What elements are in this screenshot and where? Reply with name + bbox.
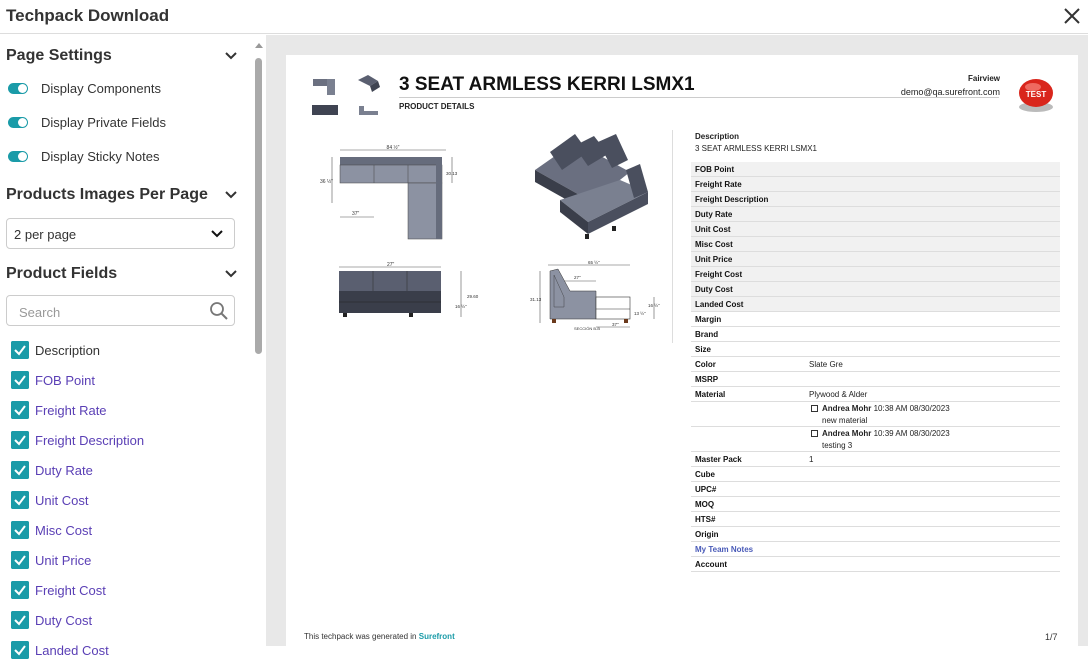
checkbox-checked-icon[interactable] [11,341,29,359]
detail-row [691,252,1060,267]
detail-row [691,267,1060,282]
iso-view-drawing [530,130,650,245]
field-label: FOB Point [35,373,95,388]
detail-label: Freight Cost [695,270,743,279]
note-header [822,429,950,438]
field-checkbox-row[interactable] [11,370,241,390]
thumbnail-iso-view [356,72,382,94]
toggle-display-sticky-notes[interactable] [8,148,238,168]
footer-text [304,632,455,641]
select-value: 2 per page [14,227,77,242]
svg-text:36 ½": 36 ½" [320,179,333,185]
toggle-display-components[interactable] [8,80,238,100]
checkbox-checked-icon[interactable] [11,491,29,509]
field-label: Unit Cost [35,493,89,508]
note-icon [811,405,818,412]
note-text: testing 3 [822,441,853,450]
detail-row [691,297,1060,312]
checkbox-checked-icon[interactable] [11,521,29,539]
title-divider [399,97,999,98]
svg-text:37": 37" [352,211,360,217]
page-settings-header[interactable] [6,45,238,69]
note-time: 10:39 AM 08/30/2023 [873,429,950,438]
detail-row [691,512,1060,527]
svg-text:16 ½": 16 ½" [648,303,660,308]
field-checkbox-row[interactable] [11,550,241,570]
company-email: demo@qa.surefront.com [900,87,1000,97]
detail-row [691,192,1060,207]
checkbox-checked-icon[interactable] [11,581,29,599]
checkbox-checked-icon[interactable] [11,461,29,479]
front-view-drawing [325,262,485,322]
field-label: Freight Cost [35,583,106,598]
dialog-title: Techpack Download [6,6,170,25]
sidebar-scrollbar[interactable] [252,35,266,646]
detail-label: Account [695,560,727,569]
detail-label: FOB Point [695,165,735,174]
detail-label: Size [695,345,712,354]
toggle-label: Display Components [41,81,161,96]
detail-label: UPC# [695,485,717,494]
detail-row [691,327,1060,342]
detail-label: Misc Cost [695,240,733,249]
detail-row [691,342,1060,357]
svg-text:SECCIÓN B-B: SECCIÓN B-B [574,326,601,331]
badge-text: TEST [1025,90,1047,99]
detail-row [691,282,1060,297]
detail-label: Margin [695,315,722,324]
detail-row [691,162,1060,177]
svg-text:13 ½": 13 ½" [634,311,646,316]
toggle-display-private-fields[interactable] [8,114,238,134]
detail-row [691,207,1060,222]
field-checkbox-row[interactable] [11,430,241,450]
images-per-page-select[interactable] [6,218,235,249]
svg-text:27": 27" [574,275,581,280]
detail-label: Origin [695,530,719,539]
close-icon[interactable] [1062,6,1082,26]
product-title: 3 SEAT ARMLESS KERRI LSMX1 [399,74,695,95]
toggle-switch[interactable] [8,151,28,162]
product-fields-label: Product Fields [6,265,118,282]
svg-text:30.13: 30.13 [446,171,458,176]
dialog-header [0,0,1088,34]
field-label: Duty Rate [35,463,93,478]
page-number: 1/7 [1045,632,1058,642]
description-value: 3 SEAT ARMLESS KERRI LSMX1 [695,144,817,153]
footer-generated-text: This techpack was generated in [304,632,419,641]
page-settings-label: Page Settings [6,47,112,64]
detail-label[interactable]: My Team Notes [695,545,754,554]
note-icon [811,430,818,437]
field-label: Freight Description [35,433,145,448]
images-per-page-label: Products Images Per Page [6,186,208,203]
field-label: Landed Cost [35,643,109,658]
field-checkbox-row[interactable] [11,490,241,510]
checkbox-checked-icon[interactable] [11,611,29,629]
product-fields-header[interactable] [6,263,238,287]
note-header [822,404,950,413]
detail-label: Freight Rate [695,180,742,189]
note-time: 10:38 AM 08/30/2023 [873,404,950,413]
search-placeholder: Search [19,305,61,320]
field-checkbox-row[interactable] [11,640,241,660]
field-label: Unit Price [35,553,92,568]
detail-label: Unit Price [695,255,733,264]
detail-value: Plywood & Alder [809,390,868,399]
thumbnail-top-view [311,76,339,96]
detail-row [691,497,1060,512]
detail-value: 1 [809,455,814,464]
svg-text:16 ½": 16 ½" [455,304,467,309]
detail-row [691,527,1060,542]
checkbox-checked-icon[interactable] [11,371,29,389]
drawings-divider [672,130,673,343]
search-icon [209,301,229,321]
company-name: Fairview [967,74,1000,83]
detail-row [691,467,1060,482]
field-checkbox-row[interactable] [11,520,241,540]
toggle-label: Display Sticky Notes [41,149,160,164]
checkbox-checked-icon[interactable] [11,401,29,419]
field-checkbox-row[interactable] [11,340,241,360]
svg-text:65 ½": 65 ½" [588,260,600,265]
note-text: new material [822,416,868,425]
test-badge-icon [1016,77,1056,113]
footer-brand-link[interactable]: Surefront [418,632,455,641]
detail-row [691,357,1060,372]
field-checkbox-row[interactable] [11,610,241,630]
field-label: Misc Cost [35,523,93,538]
detail-label: Master Pack [695,455,742,464]
detail-row [691,452,1060,467]
svg-text:31.13: 31.13 [530,297,542,302]
detail-row [691,387,1060,402]
toggle-switch[interactable] [8,83,28,94]
detail-row [691,237,1060,252]
detail-row [691,542,1060,557]
svg-text:84 ½": 84 ½" [386,145,400,151]
toggle-label: Display Private Fields [41,115,166,130]
detail-row [691,177,1060,192]
checkbox-checked-icon[interactable] [11,641,29,659]
detail-label: Duty Cost [695,285,733,294]
side-view-drawing [530,257,665,335]
detail-label: Landed Cost [695,300,744,309]
field-label: Duty Cost [35,613,93,628]
field-checkbox-row[interactable] [11,460,241,480]
thumbnail-front-view [311,103,339,117]
note-author: Andrea Mohr [822,429,872,438]
note-author: Andrea Mohr [822,404,872,413]
detail-label: HTS# [695,515,716,524]
images-per-page-header[interactable] [6,184,238,208]
chevron-down-icon [210,229,224,239]
product-details-label: PRODUCT DETAILS [399,102,475,111]
svg-text:37": 37" [612,322,619,327]
scroll-up-icon[interactable] [254,41,264,49]
detail-row [691,482,1060,497]
settings-sidebar [0,35,252,658]
checkbox-checked-icon[interactable] [11,551,29,569]
detail-value: Slate Gre [809,360,843,369]
scrollbar-thumb[interactable] [255,58,262,354]
checkbox-checked-icon[interactable] [11,431,29,449]
toggle-switch[interactable] [8,117,28,128]
detail-label: Color [695,360,716,369]
field-search-input[interactable] [6,295,235,326]
detail-label: Unit Cost [695,225,731,234]
sticky-note [691,427,1060,452]
field-checkbox-row[interactable] [11,400,241,420]
detail-label: Brand [695,330,719,339]
detail-label: MOQ [695,500,715,509]
detail-row [691,312,1060,327]
detail-label: MSRP [695,375,719,384]
detail-row [691,222,1060,237]
thumbnail-side-view [356,103,382,117]
chevron-down-icon[interactable] [224,51,238,61]
chevron-down-icon[interactable] [224,269,238,279]
detail-label: Cube [695,470,715,479]
svg-text:27": 27" [387,262,395,268]
field-checkbox-row[interactable] [11,580,241,600]
detail-label: Freight Description [695,195,769,204]
chevron-down-icon[interactable] [224,190,238,200]
detail-label: Material [695,390,726,399]
detail-label: Duty Rate [695,210,733,219]
description-label: Description [695,132,740,141]
detail-row [691,557,1060,572]
svg-text:29.60: 29.60 [467,294,479,299]
top-view-drawing [318,143,458,243]
product-details-table [691,162,1060,572]
sticky-note [691,402,1060,427]
field-label: Description [35,343,101,358]
detail-row [691,372,1060,387]
field-label: Freight Rate [35,403,107,418]
